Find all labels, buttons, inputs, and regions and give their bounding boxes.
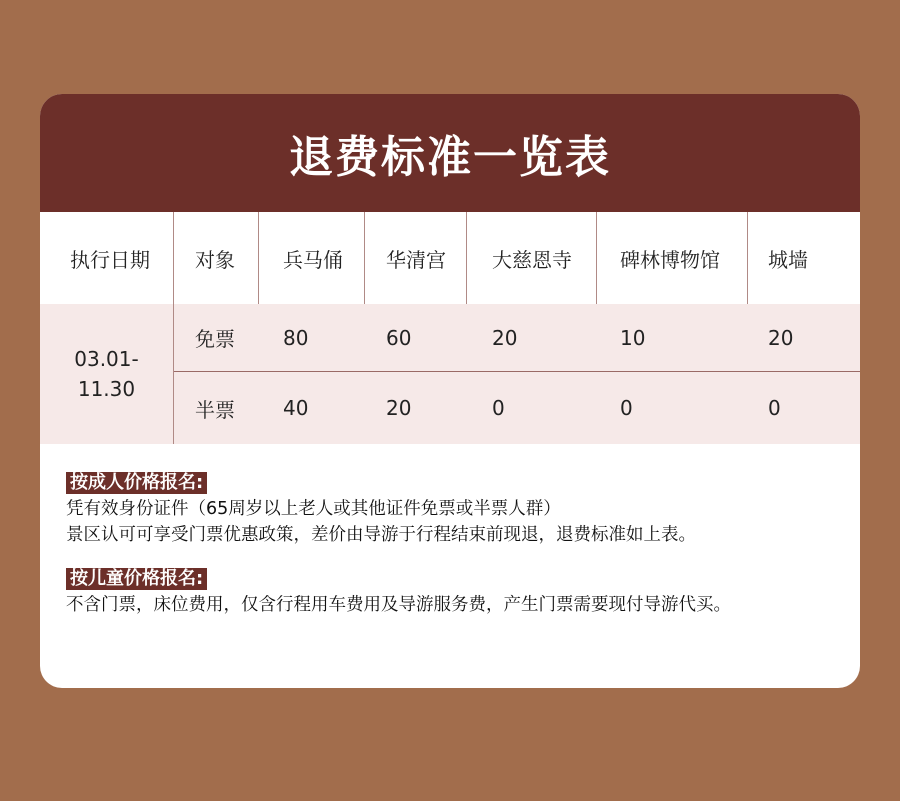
adult-tag: 按成人价格报名: bbox=[66, 472, 207, 494]
refund-table bbox=[40, 212, 860, 444]
column-divider bbox=[596, 212, 597, 304]
notes-section bbox=[40, 444, 860, 618]
table-cell: 20 bbox=[492, 325, 518, 350]
date-end: 11.30 bbox=[77, 377, 136, 401]
table-cell: 80 bbox=[283, 325, 309, 350]
header-citywall: 城墙 bbox=[768, 247, 808, 272]
table-cell: 0 bbox=[620, 396, 633, 420]
header-dacien: 大慈恩寺 bbox=[492, 247, 572, 272]
table-cell: 0 bbox=[768, 396, 781, 420]
date-start: 03.01- bbox=[74, 347, 139, 371]
date-cell bbox=[40, 304, 173, 444]
table-cell: 20 bbox=[386, 396, 412, 420]
header-date: 执行日期 bbox=[70, 247, 150, 272]
column-divider bbox=[173, 212, 174, 444]
column-divider bbox=[364, 212, 365, 304]
card-header bbox=[40, 94, 860, 212]
child-tag: 按儿童价格报名: bbox=[66, 568, 207, 590]
table-cell: 40 bbox=[283, 396, 309, 420]
adult-note-line: 凭有效身份证件（65周岁以上老人或其他证件免票或半票人群） bbox=[66, 499, 561, 519]
table-cell: 10 bbox=[620, 325, 646, 350]
table-header-row bbox=[40, 212, 860, 304]
table-cell: 0 bbox=[492, 396, 505, 420]
column-divider bbox=[747, 212, 748, 304]
page-title: 退费标准一览表 bbox=[289, 132, 611, 183]
row-target: 免票 bbox=[195, 327, 235, 351]
adult-note-line: 景区认可可享受门票优惠政策，差价由导游于行程结束前现退，退费标准如上表。 bbox=[66, 525, 696, 545]
header-beilin: 碑林博物馆 bbox=[620, 247, 720, 272]
column-divider bbox=[466, 212, 467, 304]
refund-card bbox=[40, 94, 860, 688]
column-divider bbox=[258, 212, 259, 304]
child-note-line: 不含门票，床位费用，仅含行程用车费用及导游服务费，产生门票需要现付导游代买。 bbox=[66, 595, 731, 615]
row-divider bbox=[173, 371, 860, 372]
table-cell: 20 bbox=[768, 325, 794, 350]
header-huaqing: 华清宫 bbox=[386, 247, 446, 272]
header-terracotta: 兵马俑 bbox=[283, 247, 343, 272]
header-target: 对象 bbox=[195, 247, 235, 272]
row-target: 半票 bbox=[195, 397, 235, 422]
table-cell: 60 bbox=[386, 325, 412, 350]
